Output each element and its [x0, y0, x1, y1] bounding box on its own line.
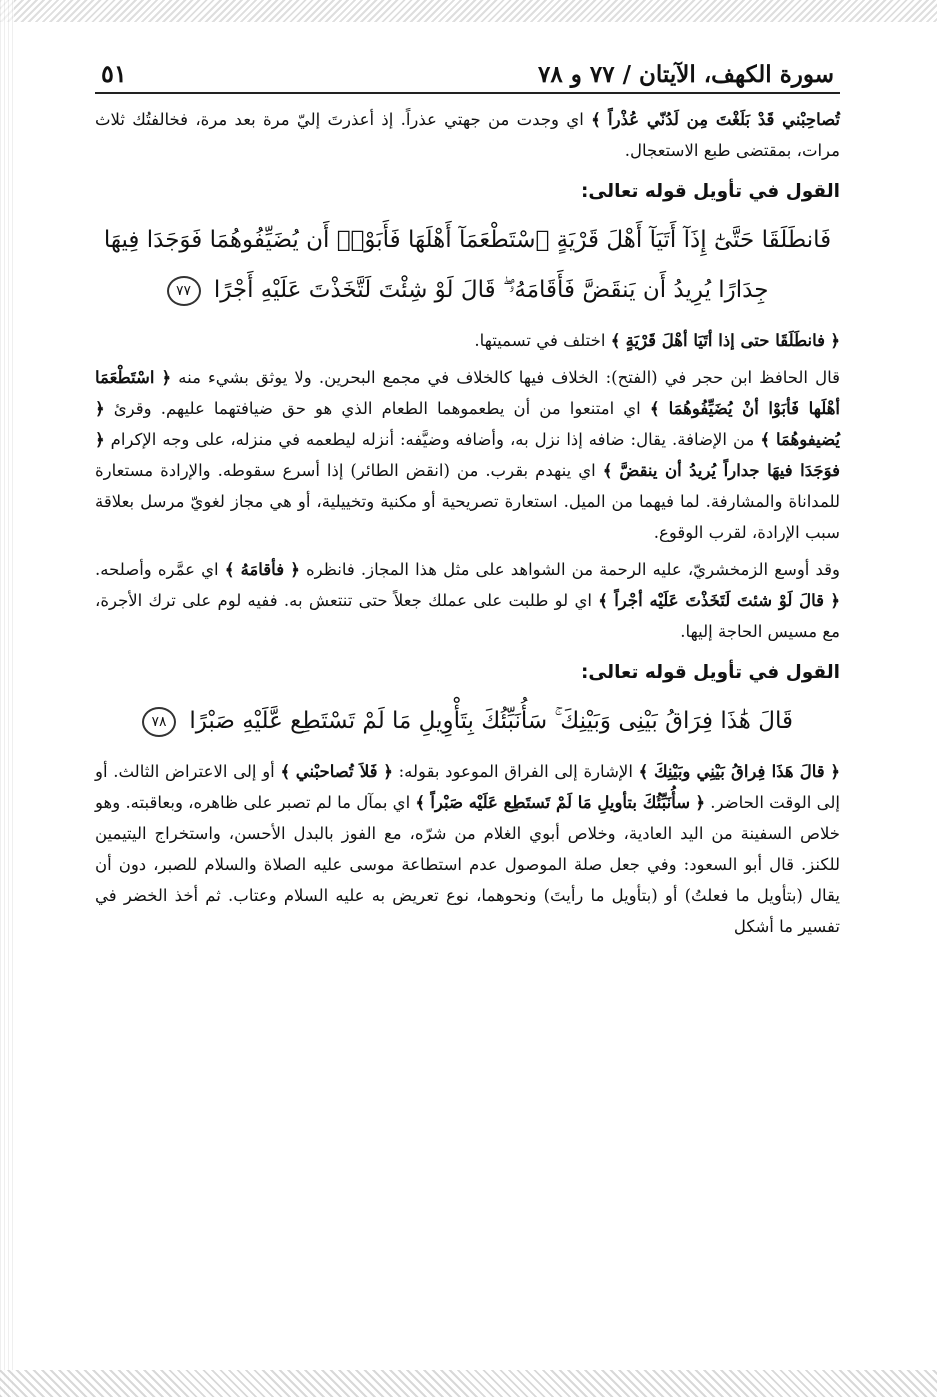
open-bracket: ﴿	[695, 793, 705, 812]
paragraph-text: الإشارة إلى الفراق الموعود بقوله:	[398, 762, 633, 781]
close-bracket: ﴾	[598, 591, 608, 610]
paragraph-2	[95, 325, 840, 356]
paragraph-text: قال الحافظ ابن حجر في (الفتح): الخلاف فيها كالخلاف في مجمع البحرين. ولا يوثق بشيء منه	[178, 368, 840, 387]
close-bracket: ﴾	[649, 399, 660, 418]
open-bracket: ﴿	[830, 331, 840, 350]
paragraph-text: اي بمآل ما لم تصبر على ظاهره، وبعاقبته. وهو خلاص السفينة من اليد العادية، وخلاص أبوي الغلام من شرّه، مع الفوز بالبدل الأحسن، واستخراج اليتيمين للكنز. قال أبو السعود: وفي جعل صلة الموصول عدم استطاعة موسى عليه الصلاة والسلام للصبر، دون أن يقال (بتأويل ما فعلتُ) أو (بتأويل ما رأيتَ) ونحوهما، نوع تعريض به عليه السلام وعتاب. ثم أخذ الخضر في تفسير ما أشكل	[95, 793, 840, 936]
open-bracket: ﴿	[161, 368, 172, 387]
close-bracket: ﴾	[591, 110, 601, 129]
close-bracket: ﴾	[224, 560, 235, 579]
paragraph-4	[95, 554, 840, 647]
book-page	[95, 40, 840, 1360]
quran-quote: سأُنَبِّئُكَ بتأويلِ مَا لَمْ تَستَطِع عَلَيْه صَبْراً	[430, 793, 691, 812]
page-border-top	[0, 0, 937, 22]
page-border-bottom	[0, 1370, 937, 1397]
quran-quote: تُصاحِبْني قَدْ بَلَغْتَ مِن لَدُنّي عُذْراً	[608, 110, 840, 129]
close-bracket: ﴾	[280, 762, 291, 781]
quran-quote: فوَجَدَا فيهَا جداراً يُريدُ أن ينقضَّ	[619, 461, 840, 480]
quran-quote: فأقامَهُ	[240, 560, 285, 579]
quran-quote: اسْتَطْعَمَا أهْلَها فَأبَوْا أنْ يُضَيِّفُوهُمَا	[95, 368, 840, 418]
open-bracket: ﴿	[383, 762, 393, 781]
header-title: سورة الكهف، الآيتان / ٧٧ و ٧٨	[538, 61, 834, 88]
body-text	[95, 104, 840, 942]
verse-text: قَالَ هَٰذَا فِرَاقُ بَيْنِى وَبَيْنِكَ ۚ سَأُنَبِّئُكَ بِتَأْوِيلِ مَا لَمْ تَسْتَطِع عَّلَيْهِ صَبْرًا	[189, 708, 793, 734]
paragraph-text: اي لو طلبت على عملك جعلاً حتى تنتعش به. ففيه لوم على ترك الأجرة، مع مسيس الحاجة إليها.	[95, 591, 840, 641]
verse-text: جِدَارًا يُرِيدُ أَن يَنقَضَّ فَأَقَامَهُۥ ۖ قَالَ لَوْ شِئْتَ لَتَّخَذْتَ عَلَيْهِ أَجْرًا	[213, 277, 769, 303]
paragraph-5	[95, 756, 840, 942]
open-bracket: ﴿	[830, 591, 841, 610]
open-bracket: ﴿	[290, 560, 300, 579]
paragraph-text: اي ينهدم بقرب. من (انقض الطائر) إذا أسرع سقوطه. والإرادة مستعارة للمداناة والمشارفة. لما فيهما من الميل. استعارة تصريحية أو مكنية وتخييلية، أو هي مجاز لغويّ مرسل بعلاقة سبب الإرادة، لقرب الوقوع.	[95, 461, 840, 542]
paragraph-text: اي امتنعوا من أن يطعموهما الطعام الذي هو حق ضيافتهما عليهم. وقرئ	[113, 399, 641, 418]
quran-quote: قالَ لَوْ شئتَ لَتَخَذْتَ عَلَيْه أجْراً	[614, 591, 825, 610]
close-bracket: ﴾	[415, 793, 426, 812]
open-bracket: ﴿	[830, 762, 840, 781]
quran-quote: يُضيفوهُمَا	[775, 430, 841, 449]
page-border-left	[0, 0, 14, 1397]
paragraph-text: أو إلى الاعتراض الثالث. أو إلى الوقت الحاضر.	[95, 762, 840, 812]
quran-quote: فَلاَ تُصاحبْني	[295, 762, 378, 781]
open-bracket: ﴿	[95, 399, 105, 418]
paragraph-text: اي وجدت من جهتي عذراً. إذ أعذرتَ إليّ مرة بعد مرة، فخالفتُك ثلاث مرات، بمقتضى طبع الاستعجال.	[95, 110, 840, 160]
quran-quote: قالَ هَذَا فِراقُ بَيْنِي وبَيْنِكَ	[653, 762, 825, 781]
verse-block-77	[95, 215, 840, 315]
open-bracket: ﴿	[95, 430, 105, 449]
paragraph-3	[95, 362, 840, 548]
verse-block-78	[95, 696, 840, 746]
quran-quote: فانطَلَقَا حتى إذا أتَيَا أهْلَ قَرْيَةٍ	[625, 331, 826, 350]
verse-number-mark: ٧٨	[142, 707, 176, 737]
close-bracket: ﴾	[602, 461, 613, 480]
paragraph-1	[95, 104, 840, 166]
verse-line	[95, 265, 840, 315]
running-header	[95, 40, 840, 94]
section-heading-2: القول في تأويل قوله تعالى:	[581, 662, 840, 683]
close-bracket: ﴾	[610, 331, 621, 350]
page-number: ٥١	[101, 59, 127, 88]
paragraph-text: اي عمَّره وأصلحه.	[95, 560, 219, 579]
verse-number-mark: ٧٧	[167, 276, 201, 306]
close-bracket: ﴾	[760, 430, 771, 449]
close-bracket: ﴾	[638, 762, 649, 781]
verse-line	[95, 696, 840, 746]
verse-line: فَانطَلَقَا حَتَّىٰٓ إِذَآ أَتَيَآ أَهْلَ قَرْيَةٍ ٱسْتَطْعَمَآ أَهْلَهَا فَأَبَوْا۟ أَن يُضَيِّفُوهُمَا فَوَجَدَا فِيهَا	[103, 227, 832, 253]
paragraph-text: اختلف في تسميتها.	[474, 331, 606, 350]
paragraph-text: وقد أوسع الزمخشريّ، عليه الرحمة من الشواهد على مثل هذا المجاز. فانظره	[306, 560, 841, 579]
paragraph-text: من الإضافة. يقال: ضافه إذا نزل به، وأضافه وضيَّفه: أنزله ليطعمه في منزله، على وجه الإكرام	[110, 430, 755, 449]
section-heading-1: القول في تأويل قوله تعالى:	[581, 181, 840, 202]
